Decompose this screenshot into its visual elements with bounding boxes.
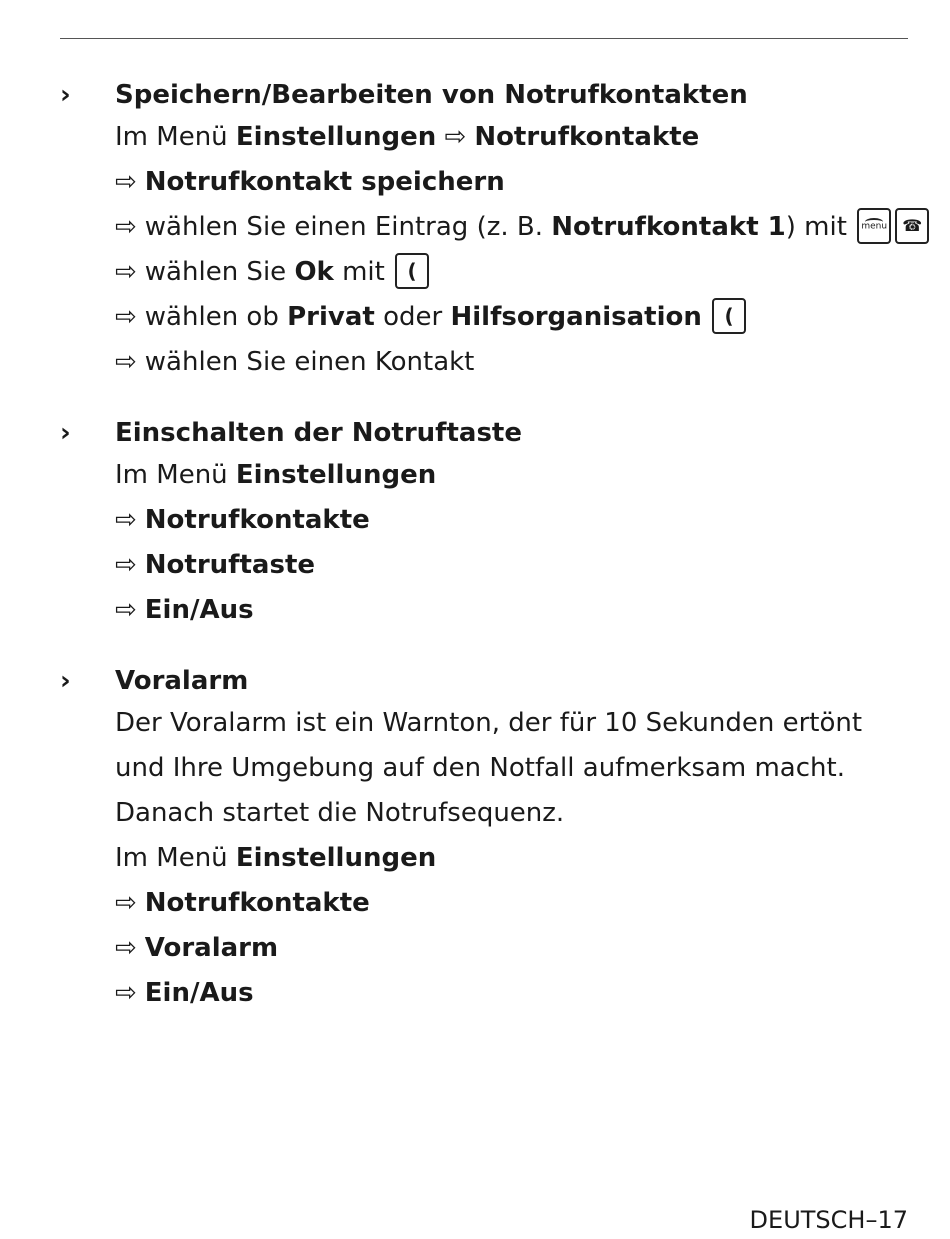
instruction-line (60, 881, 910, 926)
text: Im Menü (115, 843, 236, 873)
arrow-icon: ⇨ (115, 347, 137, 377)
text: Im Menü (115, 122, 236, 152)
menu-term: Ein/Aus (144, 978, 254, 1008)
text: Im Menü (115, 460, 236, 490)
menu-term: Voralarm (144, 933, 279, 963)
arrow-icon: ⇨ (115, 595, 137, 625)
section-save-emergency-contacts (60, 75, 923, 385)
section-emergency-button (60, 413, 910, 633)
menu-term: Notrufkontakte (144, 888, 370, 918)
paragraph-line: Danach startet die Notrufsequenz. (115, 798, 565, 828)
section-heading (60, 413, 910, 453)
menu-term: Ein/Aus (144, 595, 254, 625)
instruction-line (60, 588, 910, 633)
text: wählen ob (144, 302, 288, 332)
phonebook-key-icon: ☎ (895, 208, 929, 244)
heading-text: Speichern/Bearbeiten von Notrufkontakten (115, 80, 748, 110)
menu-term: Notrufkontakt speichern (144, 167, 505, 197)
arrow-icon: ⇨ (444, 122, 467, 152)
arrow-icon: ⇨ (115, 212, 137, 242)
menu-term: Notrufkontakt 1 (551, 212, 786, 242)
section-pre-alarm (60, 661, 910, 1016)
page-number: DEUTSCH–17 (749, 1206, 908, 1234)
bullet-chevron-icon: › (60, 418, 71, 448)
arrow-icon: ⇨ (115, 978, 137, 1008)
menu-key-icon (857, 208, 891, 244)
instruction-line (60, 453, 910, 498)
arrow-icon: ⇨ (115, 505, 137, 535)
section-heading (60, 661, 910, 701)
menu-term: Einstellungen (235, 122, 437, 152)
header-rule (60, 38, 908, 39)
instruction-line (60, 160, 910, 205)
heading-text: Einschalten der Notruftaste (115, 418, 522, 448)
call-key-icon: ( (395, 253, 429, 289)
menu-term: Notruftaste (144, 550, 316, 580)
text: mit (333, 257, 385, 287)
arrow-icon: ⇨ (115, 550, 137, 580)
instruction-line (60, 115, 910, 160)
paragraph-line: Der Voralarm ist ein Warnton, der für 10 Sekunden ertönt (115, 708, 863, 738)
instruction-line (60, 498, 910, 543)
arrow-icon: ⇨ (115, 933, 137, 963)
menu-term: Einstellungen (235, 460, 437, 490)
menu-key-label: menu (861, 221, 888, 232)
instruction-line (60, 926, 910, 971)
menu-term: Privat (287, 302, 375, 332)
bullet-chevron-icon: › (60, 666, 71, 696)
menu-term: Notrufkontakte (474, 122, 700, 152)
arrow-icon: ⇨ (115, 167, 137, 197)
instruction-line (60, 340, 910, 385)
bullet-chevron-icon: › (60, 80, 71, 110)
arrow-icon: ⇨ (115, 257, 137, 287)
instruction-line (60, 971, 910, 1016)
text: wählen Sie einen Kontakt (144, 347, 475, 377)
call-key-icon: ( (712, 298, 746, 334)
instruction-line (60, 543, 910, 588)
section-heading (60, 75, 910, 115)
text: ) mit (785, 212, 847, 242)
instruction-line (60, 836, 910, 881)
arrow-icon: ⇨ (115, 302, 137, 332)
menu-term: Einstellungen (235, 843, 437, 873)
menu-term: Notrufkontakte (144, 505, 370, 535)
instruction-line (60, 295, 910, 340)
instruction-line (60, 250, 910, 295)
text: wählen Sie (144, 257, 295, 287)
text: oder (374, 302, 451, 332)
text: wählen Sie einen Eintrag (z. B. (144, 212, 552, 242)
heading-text: Voralarm (115, 666, 249, 696)
menu-term: Hilfsorganisation (450, 302, 702, 332)
menu-term: Ok (294, 257, 334, 287)
instruction-line (60, 205, 923, 250)
paragraph-line: und Ihre Umgebung auf den Notfall aufmerksam macht. (115, 753, 845, 783)
arrow-icon: ⇨ (115, 888, 137, 918)
